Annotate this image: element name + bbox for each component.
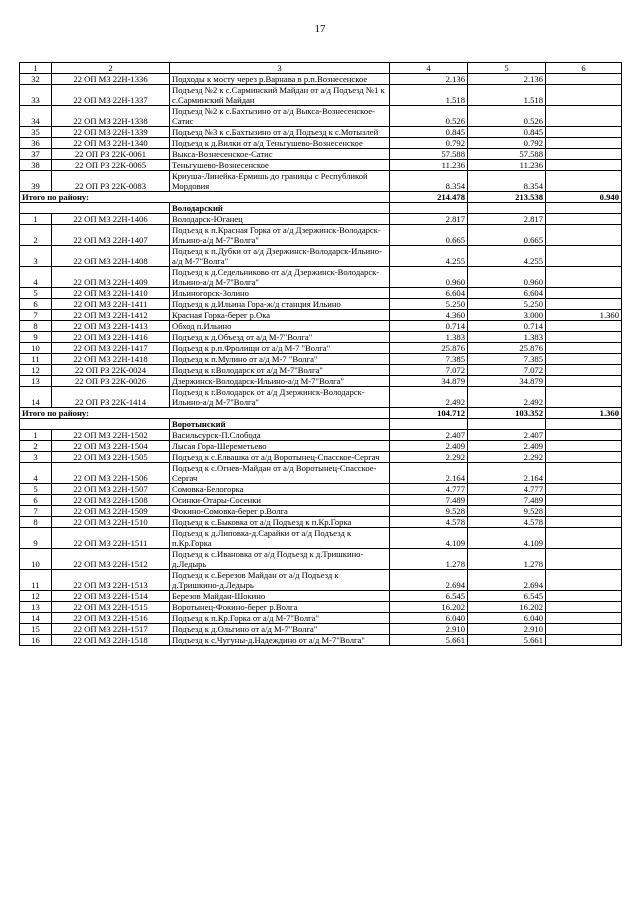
table-row	[20, 365, 622, 376]
district-total-row	[20, 408, 622, 419]
row-number: 7	[20, 506, 52, 517]
road-code: 22 ОП МЗ 22Н-1515	[52, 602, 170, 613]
total-label: Итого по району:	[20, 408, 390, 419]
row-number: 6	[20, 495, 52, 506]
value-col4: 1.518	[390, 85, 468, 106]
value-col5: 6.545	[468, 591, 546, 602]
value-col4: 6.545	[390, 591, 468, 602]
total-col4: 214.478	[390, 192, 468, 203]
value-col5: 0.960	[468, 267, 546, 288]
row-number: 9	[20, 528, 52, 549]
road-code: 22 ОП МЗ 22Н-1507	[52, 484, 170, 495]
value-col6	[546, 624, 622, 635]
value-col4: 7.385	[390, 354, 468, 365]
row-number: 10	[20, 549, 52, 570]
value-col4: 0.960	[390, 267, 468, 288]
total-col5: 103.352	[468, 408, 546, 419]
road-code: 22 ОП МЗ 22Н-1408	[52, 246, 170, 267]
value-col6	[546, 441, 622, 452]
value-col5: 2.910	[468, 624, 546, 635]
row-number: 13	[20, 376, 52, 387]
value-col5: 7.489	[468, 495, 546, 506]
value-col6	[546, 149, 622, 160]
road-name: Подъезд к с.Чугуны-д.Надеждино от а/д М-7"Волга"	[170, 635, 390, 646]
value-col6	[546, 613, 622, 624]
value-col4: 2.409	[390, 441, 468, 452]
table-row	[20, 495, 622, 506]
district-blank	[20, 203, 170, 214]
value-col5: 3.000	[468, 310, 546, 321]
row-number: 14	[20, 613, 52, 624]
value-col6	[546, 74, 622, 85]
row-number: 36	[20, 138, 52, 149]
road-code: 22 ОП МЗ 22Н-1504	[52, 441, 170, 452]
road-name: Подъезд к г.Володарск от а/д Дзержинск-Володарск-Ильино-а/д М-7"Волга"	[170, 387, 390, 408]
value-col6	[546, 463, 622, 484]
table-row	[20, 484, 622, 495]
table-row	[20, 430, 622, 441]
value-col6	[546, 365, 622, 376]
road-code: 22 ОП МЗ 22Н-1511	[52, 528, 170, 549]
row-number: 34	[20, 106, 52, 127]
value-col6	[546, 321, 622, 332]
row-number: 16	[20, 635, 52, 646]
value-col4: 4.360	[390, 310, 468, 321]
value-col6	[546, 127, 622, 138]
table-row	[20, 452, 622, 463]
value-col5: 2.492	[468, 387, 546, 408]
total-col4: 104.712	[390, 408, 468, 419]
value-col4: 57.588	[390, 149, 468, 160]
district-name: Воротынский	[170, 419, 390, 430]
road-code: 22 ОП МЗ 22Н-1411	[52, 299, 170, 310]
road-code: 22 ОП МЗ 22Н-1514	[52, 591, 170, 602]
value-col4: 4.777	[390, 484, 468, 495]
road-name: Подъезд к д.Ольгино от а/д М-7"Волга"	[170, 624, 390, 635]
table-row	[20, 149, 622, 160]
value-col6	[546, 85, 622, 106]
table-row	[20, 506, 622, 517]
value-col6	[546, 570, 622, 591]
table-row	[20, 160, 622, 171]
road-code: 22 ОП МЗ 22Н-1406	[52, 214, 170, 225]
value-col6: 1.360	[546, 310, 622, 321]
value-col5: 2.694	[468, 570, 546, 591]
column-header: 3	[170, 63, 390, 74]
value-col4: 25.876	[390, 343, 468, 354]
district-blank	[390, 203, 468, 214]
table-row	[20, 463, 622, 484]
row-number: 8	[20, 321, 52, 332]
table-row	[20, 635, 622, 646]
road-code: 22 ОП МЗ 22Н-1336	[52, 74, 170, 85]
road-code: 22 ОП МЗ 22Н-1418	[52, 354, 170, 365]
road-code: 22 ОП МЗ 22Н-1506	[52, 463, 170, 484]
value-col5: 5.250	[468, 299, 546, 310]
value-col4: 0.665	[390, 225, 468, 246]
total-label: Итого по району:	[20, 192, 390, 203]
value-col4: 7.072	[390, 365, 468, 376]
value-col5: 11.236	[468, 160, 546, 171]
value-col4: 2.492	[390, 387, 468, 408]
value-col5: 34.879	[468, 376, 546, 387]
road-name: Подъезд №2 к с.Сарминский Майдан от а/д Подъезд №1 к с.Сарминский Майдан	[170, 85, 390, 106]
table-row	[20, 288, 622, 299]
road-code: 22 ОП РЗ 22К-0026	[52, 376, 170, 387]
row-number: 1	[20, 214, 52, 225]
value-col4: 7.489	[390, 495, 468, 506]
road-name: Подъезд к г.Володарск от а/д М-7"Волга"	[170, 365, 390, 376]
road-code: 22 ОП МЗ 22Н-1509	[52, 506, 170, 517]
column-header: 1	[20, 63, 52, 74]
table-row	[20, 214, 622, 225]
road-name: Подъезд к д.Седельниково от а/д Дзержинск-Володарск-Ильино-а/д М-7"Волга"	[170, 267, 390, 288]
table-row	[20, 127, 622, 138]
value-col4: 8.354	[390, 171, 468, 192]
road-name: Выкса-Вознесенское-Сатис	[170, 149, 390, 160]
road-code: 22 ОП РЗ 22К-0065	[52, 160, 170, 171]
value-col6	[546, 452, 622, 463]
row-number: 39	[20, 171, 52, 192]
road-code: 22 ОП МЗ 22Н-1416	[52, 332, 170, 343]
table-row	[20, 591, 622, 602]
table-row	[20, 106, 622, 127]
value-col4: 5.661	[390, 635, 468, 646]
value-col6	[546, 528, 622, 549]
value-col5: 2.407	[468, 430, 546, 441]
value-col5: 7.385	[468, 354, 546, 365]
road-code: 22 ОП МЗ 22Н-1410	[52, 288, 170, 299]
row-number: 11	[20, 570, 52, 591]
value-col5: 0.845	[468, 127, 546, 138]
value-col4: 2.407	[390, 430, 468, 441]
value-col4: 9.528	[390, 506, 468, 517]
value-col6	[546, 506, 622, 517]
value-col4: 0.792	[390, 138, 468, 149]
district-name: Володарский	[170, 203, 390, 214]
road-code: 22 ОП МЗ 22Н-1412	[52, 310, 170, 321]
row-number: 38	[20, 160, 52, 171]
road-code: 22 ОП МЗ 22Н-1340	[52, 138, 170, 149]
value-col4: 1.278	[390, 549, 468, 570]
row-number: 15	[20, 624, 52, 635]
value-col5: 6.604	[468, 288, 546, 299]
value-col6	[546, 171, 622, 192]
table-row	[20, 570, 622, 591]
district-total-row	[20, 192, 622, 203]
value-col4: 16.202	[390, 602, 468, 613]
value-col4: 0.845	[390, 127, 468, 138]
table-row	[20, 299, 622, 310]
row-number: 14	[20, 387, 52, 408]
row-number: 3	[20, 452, 52, 463]
value-col6	[546, 225, 622, 246]
road-name: Ильиногорск-Золино	[170, 288, 390, 299]
row-number: 13	[20, 602, 52, 613]
row-number: 10	[20, 343, 52, 354]
road-name: Подъезд к с.Быковка от а/д Подъезд к п.Кр.Горка	[170, 517, 390, 528]
value-col5: 7.072	[468, 365, 546, 376]
row-number: 37	[20, 149, 52, 160]
road-code: 22 ОП МЗ 22Н-1502	[52, 430, 170, 441]
value-col4: 0.526	[390, 106, 468, 127]
value-col4: 2.292	[390, 452, 468, 463]
table-row	[20, 517, 622, 528]
road-code: 22 ОП МЗ 22Н-1505	[52, 452, 170, 463]
value-col5: 4.109	[468, 528, 546, 549]
road-code: 22 ОП РЗ 22К-0083	[52, 171, 170, 192]
value-col5: 2.292	[468, 452, 546, 463]
road-code: 22 ОП МЗ 22Н-1516	[52, 613, 170, 624]
road-name: Подъезд к с.Ивановка от а/д Подъезд к д.Тришкино-д.Ледырь	[170, 549, 390, 570]
row-number: 32	[20, 74, 52, 85]
road-name: Володарск-Юганец	[170, 214, 390, 225]
value-col4: 6.040	[390, 613, 468, 624]
table-row	[20, 549, 622, 570]
road-name: Сомовка-Белогорка	[170, 484, 390, 495]
table-row	[20, 613, 622, 624]
value-col5: 16.202	[468, 602, 546, 613]
table-row	[20, 138, 622, 149]
district-blank	[546, 203, 622, 214]
row-number: 4	[20, 267, 52, 288]
table-row	[20, 376, 622, 387]
district-blank	[546, 419, 622, 430]
table-row	[20, 441, 622, 452]
district-blank	[468, 203, 546, 214]
value-col5: 2.164	[468, 463, 546, 484]
row-number: 6	[20, 299, 52, 310]
road-code: 22 ОП РЗ 22К-0024	[52, 365, 170, 376]
value-col4: 1.383	[390, 332, 468, 343]
value-col4: 2.694	[390, 570, 468, 591]
road-code: 22 ОП МЗ 22Н-1512	[52, 549, 170, 570]
value-col6	[546, 484, 622, 495]
value-col5: 4.578	[468, 517, 546, 528]
road-code: 22 ОП МЗ 22Н-1513	[52, 570, 170, 591]
district-row	[20, 203, 622, 214]
table-row	[20, 528, 622, 549]
table-row	[20, 225, 622, 246]
road-code: 22 ОП МЗ 22Н-1407	[52, 225, 170, 246]
value-col5: 25.876	[468, 343, 546, 354]
road-name: Подъезд к п.Кр.Горка от а/д М-7"Волга"	[170, 613, 390, 624]
road-name: Подъезд к п.Дубки от а/д Дзержинск-Володарск-Ильино-а/д М-7"Волга"	[170, 246, 390, 267]
row-number: 4	[20, 463, 52, 484]
value-col6	[546, 299, 622, 310]
value-col5: 1.278	[468, 549, 546, 570]
value-col4: 2.910	[390, 624, 468, 635]
value-col5: 9.528	[468, 506, 546, 517]
table-row	[20, 354, 622, 365]
row-number: 7	[20, 310, 52, 321]
table-row	[20, 332, 622, 343]
road-name: Подходы к мосту через р.Варнава в р.п.Вознесенское	[170, 74, 390, 85]
value-col6	[546, 602, 622, 613]
total-col5: 213.538	[468, 192, 546, 203]
road-name: Подъезд к р.п.Фролищи от а/д М-7 "Волга"	[170, 343, 390, 354]
value-col4: 2.164	[390, 463, 468, 484]
district-blank	[390, 419, 468, 430]
road-name: Лысая Гора-Шереметьево	[170, 441, 390, 452]
row-number: 2	[20, 225, 52, 246]
table-row	[20, 267, 622, 288]
row-number: 12	[20, 365, 52, 376]
road-name: Подъезд №2 к с.Бахтызино от а/д Выкса-Вознесенское-Сатис	[170, 106, 390, 127]
value-col4: 6.604	[390, 288, 468, 299]
road-name: Фокино-Сомовка-берег р.Волга	[170, 506, 390, 517]
table-row	[20, 85, 622, 106]
row-number: 35	[20, 127, 52, 138]
road-name: Подъезд к п.Мулино от а/д М-7 "Волга"	[170, 354, 390, 365]
value-col4: 4.255	[390, 246, 468, 267]
row-number: 9	[20, 332, 52, 343]
row-number: 2	[20, 441, 52, 452]
value-col5: 4.255	[468, 246, 546, 267]
row-number: 5	[20, 288, 52, 299]
road-name: Криуша-Линейка-Ермишь до границы с Республикой Мордовия	[170, 171, 390, 192]
roads-table	[19, 62, 622, 646]
road-code: 22 ОП МЗ 22Н-1413	[52, 321, 170, 332]
value-col6	[546, 517, 622, 528]
value-col6	[546, 246, 622, 267]
road-code: 22 ОП МЗ 22Н-1517	[52, 624, 170, 635]
table-row	[20, 602, 622, 613]
page-number: 17	[314, 23, 326, 35]
table-row	[20, 74, 622, 85]
value-col6	[546, 354, 622, 365]
value-col6	[546, 343, 622, 354]
value-col5: 0.714	[468, 321, 546, 332]
value-col5: 4.777	[468, 484, 546, 495]
table-row	[20, 321, 622, 332]
road-name: Подъезд к д.Липовка-д.Сарайки от а/д Подъезд к п.Кр.Горка	[170, 528, 390, 549]
value-col4: 5.250	[390, 299, 468, 310]
table-row	[20, 310, 622, 321]
district-blank	[20, 419, 170, 430]
value-col4: 2.817	[390, 214, 468, 225]
value-col6	[546, 106, 622, 127]
road-name: Красная Горка-берег р.Ока	[170, 310, 390, 321]
value-col5: 2.817	[468, 214, 546, 225]
row-number: 3	[20, 246, 52, 267]
road-name: Дзержинск-Володарск-Ильино-а/д М-7"Волга"	[170, 376, 390, 387]
value-col5: 0.526	[468, 106, 546, 127]
value-col5: 8.354	[468, 171, 546, 192]
column-header: 2	[52, 63, 170, 74]
value-col5: 1.383	[468, 332, 546, 343]
total-col6: 0.940	[546, 192, 622, 203]
column-header: 4	[390, 63, 468, 74]
district-row	[20, 419, 622, 430]
road-code: 22 ОП МЗ 22Н-1508	[52, 495, 170, 506]
value-col5: 1.518	[468, 85, 546, 106]
column-header: 5	[468, 63, 546, 74]
column-header: 6	[546, 63, 622, 74]
table-row	[20, 171, 622, 192]
road-name: Обход п.Ильино	[170, 321, 390, 332]
road-code: 22 ОП МЗ 22Н-1409	[52, 267, 170, 288]
road-name: Васильсурск-П.Слобода	[170, 430, 390, 441]
value-col4: 34.879	[390, 376, 468, 387]
road-name: Осинки-Отары-Сосенки	[170, 495, 390, 506]
road-name: Подъезд к д.Объезд от а/д М-7"Волга"	[170, 332, 390, 343]
value-col5: 57.588	[468, 149, 546, 160]
road-code: 22 ОП МЗ 22Н-1337	[52, 85, 170, 106]
value-col6	[546, 138, 622, 149]
road-name: Воротынец-Фокино-берег р.Волга	[170, 602, 390, 613]
table-row	[20, 624, 622, 635]
road-name: Подъезд к с.Огнев-Майдан от а/д Воротынец-Спасское-Сергач	[170, 463, 390, 484]
road-code: 22 ОП МЗ 22Н-1510	[52, 517, 170, 528]
value-col5: 0.792	[468, 138, 546, 149]
road-name: Теньгушево-Вознесенское	[170, 160, 390, 171]
road-name: Подъезд к с.Елвашка от а/д Воротынец-Спасское-Сергач	[170, 452, 390, 463]
row-number: 5	[20, 484, 52, 495]
value-col5: 5.661	[468, 635, 546, 646]
district-blank	[468, 419, 546, 430]
value-col6	[546, 267, 622, 288]
value-col5: 2.409	[468, 441, 546, 452]
value-col4: 11.236	[390, 160, 468, 171]
row-number: 8	[20, 517, 52, 528]
road-code: 22 ОП МЗ 22Н-1518	[52, 635, 170, 646]
road-name: Подъезд к п.Красная Горка от а/д Дзержинск-Володарск-Ильино-а/д М-7"Волга"	[170, 225, 390, 246]
value-col6	[546, 591, 622, 602]
road-name: Подъезд к с.Березов Майдан от а/д Подъезд к д.Тришкино-д.Ледырь	[170, 570, 390, 591]
road-name: Березов Майдан-Шокино	[170, 591, 390, 602]
value-col4: 4.578	[390, 517, 468, 528]
value-col5: 2.136	[468, 74, 546, 85]
table-row	[20, 387, 622, 408]
value-col6	[546, 430, 622, 441]
header-row	[20, 63, 622, 74]
road-code: 22 ОП МЗ 22Н-1339	[52, 127, 170, 138]
road-code: 22 ОП РЗ 22К-1414	[52, 387, 170, 408]
value-col6	[546, 160, 622, 171]
row-number: 1	[20, 430, 52, 441]
value-col4: 2.136	[390, 74, 468, 85]
row-number: 11	[20, 354, 52, 365]
row-number: 33	[20, 85, 52, 106]
road-code: 22 ОП РЗ 22К-0061	[52, 149, 170, 160]
table-row	[20, 246, 622, 267]
value-col5: 6.040	[468, 613, 546, 624]
table-row	[20, 343, 622, 354]
value-col4: 0.714	[390, 321, 468, 332]
road-name: Подъезд к д.Ильина Гора-ж/д станция Ильино	[170, 299, 390, 310]
value-col6	[546, 635, 622, 646]
value-col6	[546, 288, 622, 299]
value-col5: 0.665	[468, 225, 546, 246]
road-name: Подъезд №3 к с.Бахтызино от а/д Подъезд к с.Мотызлей	[170, 127, 390, 138]
value-col4: 4.109	[390, 528, 468, 549]
total-col6: 1.360	[546, 408, 622, 419]
value-col6	[546, 214, 622, 225]
value-col6	[546, 549, 622, 570]
road-code: 22 ОП МЗ 22Н-1417	[52, 343, 170, 354]
value-col6	[546, 332, 622, 343]
row-number: 12	[20, 591, 52, 602]
road-code: 22 ОП МЗ 22Н-1338	[52, 106, 170, 127]
value-col6	[546, 376, 622, 387]
value-col6	[546, 387, 622, 408]
road-name: Подъезд к д.Вилки от а/д Теньгушево-Вознесенское	[170, 138, 390, 149]
value-col6	[546, 495, 622, 506]
